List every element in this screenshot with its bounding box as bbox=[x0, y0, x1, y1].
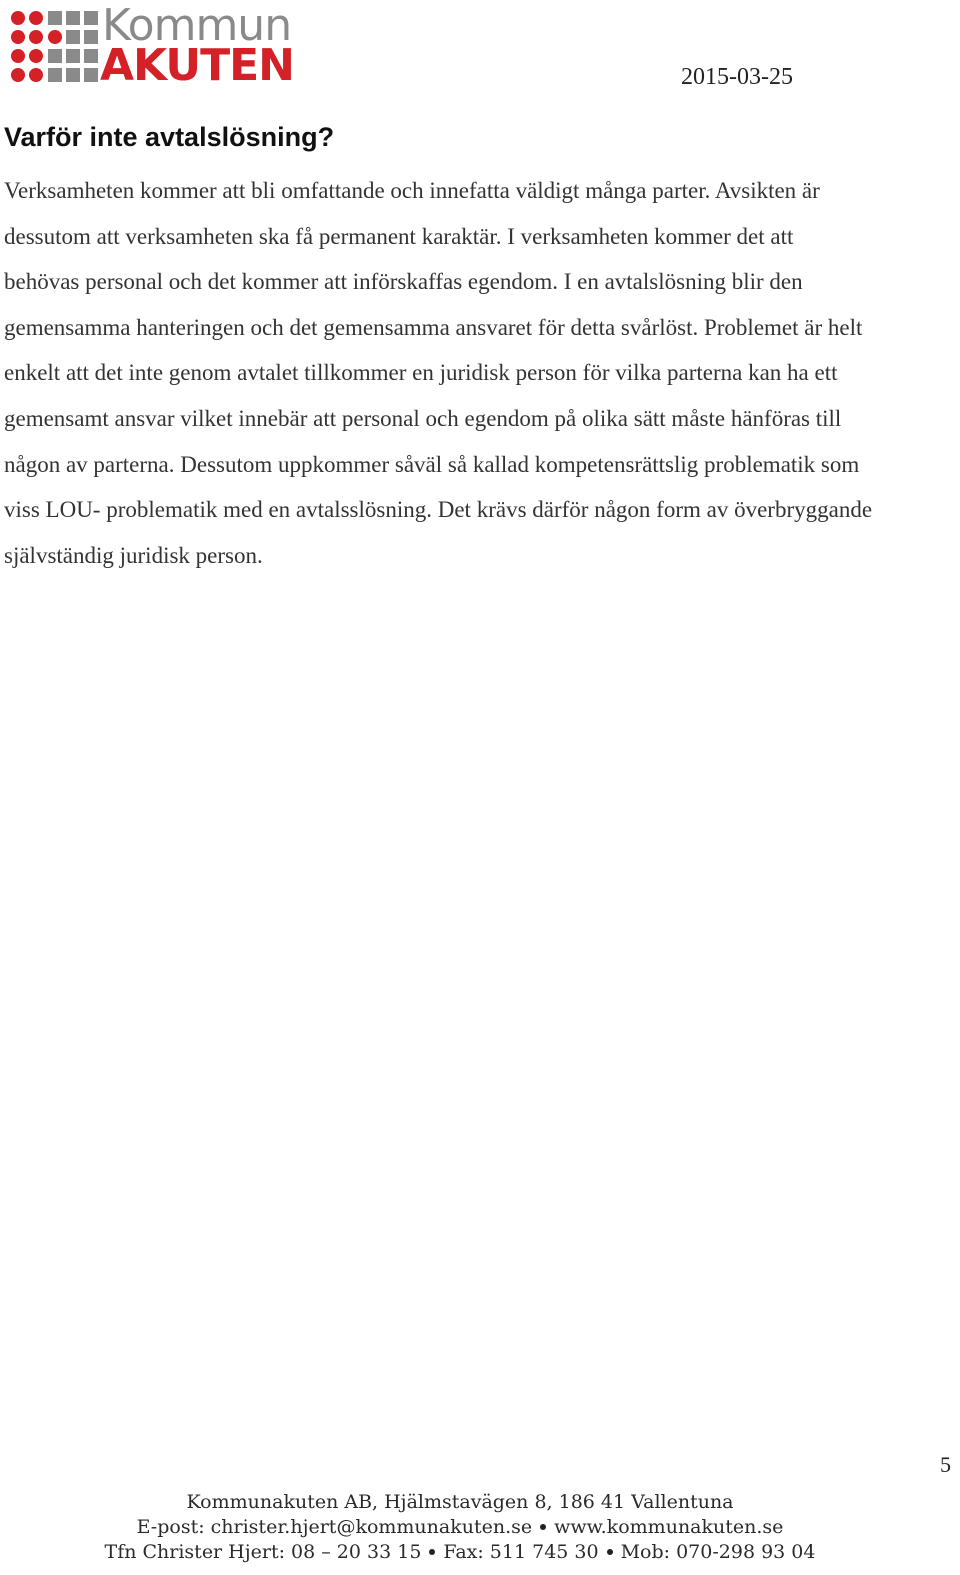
kommunakuten-logo bbox=[10, 0, 330, 91]
footer-contact-line bbox=[0, 1515, 920, 1540]
paragraph-line: Verksamheten kommer att bli omfattande och innefatta väldigt många parter. Avsikten är bbox=[4, 178, 820, 203]
paragraph-line: enkelt att det inte genom avtalet tillkommer en juridisk person för vilka parterna kan ha ett bbox=[4, 360, 838, 386]
paragraph-line: gemensamma hanteringen och det gemensamma ansvaret för detta svårlöst. Problemet är helt bbox=[4, 314, 863, 340]
bullet-separator-icon bbox=[540, 1524, 546, 1530]
logo-dot-grid-icon bbox=[10, 10, 98, 84]
page-number: 5 bbox=[940, 1452, 951, 1477]
bullet-separator-icon bbox=[429, 1549, 435, 1555]
paragraph-line: viss LOU- problematik med en avtalsslösning. Det krävs därför någon form av överbryggande bbox=[4, 497, 873, 523]
paragraph-line: självständig juridisk person. bbox=[4, 542, 263, 568]
body-paragraph bbox=[4, 168, 956, 578]
footer-fax: Fax: 511 745 30 bbox=[443, 1541, 599, 1563]
section-heading: Varför inte avtalslösning? bbox=[4, 122, 335, 152]
page-header bbox=[0, 0, 960, 100]
paragraph-line: dessutom att verksamheten ska få permanent karaktär. I verksamheten kommer det att bbox=[4, 223, 794, 249]
paragraph-line: någon av parterna. Dessutom uppkommer såväl så kallad kompetensrättslig problematik som bbox=[4, 451, 860, 477]
document-date: 2015-03-25 bbox=[681, 64, 793, 90]
footer-website: www.kommunakuten.se bbox=[554, 1516, 784, 1538]
footer-address: Kommunakuten AB, Hjälmstavägen 8, 186 41 Vallentuna bbox=[186, 1491, 734, 1513]
footer-address-line bbox=[0, 1490, 920, 1515]
bullet-separator-icon bbox=[607, 1549, 613, 1555]
footer-email: E-post: christer.hjert@kommunakuten.se bbox=[136, 1516, 533, 1538]
paragraph-line: behövas personal och det kommer att införskaffas egendom. I en avtalslösning blir den bbox=[4, 269, 803, 295]
logo-wordmark-kommun: Kommun bbox=[102, 0, 292, 51]
footer-phone: Tfn Christer Hjert: 08 – 20 33 15 bbox=[104, 1541, 422, 1563]
logo-wordmark-akuten: AKUTEN bbox=[100, 40, 294, 91]
footer-phone-line bbox=[0, 1540, 920, 1565]
paragraph-line: gemensamt ansvar vilket innebär att personal och egendom på olika sätt måste hänföras till bbox=[4, 405, 842, 431]
page-footer bbox=[0, 1490, 920, 1565]
footer-mobile: Mob: 070-298 93 04 bbox=[620, 1541, 816, 1563]
